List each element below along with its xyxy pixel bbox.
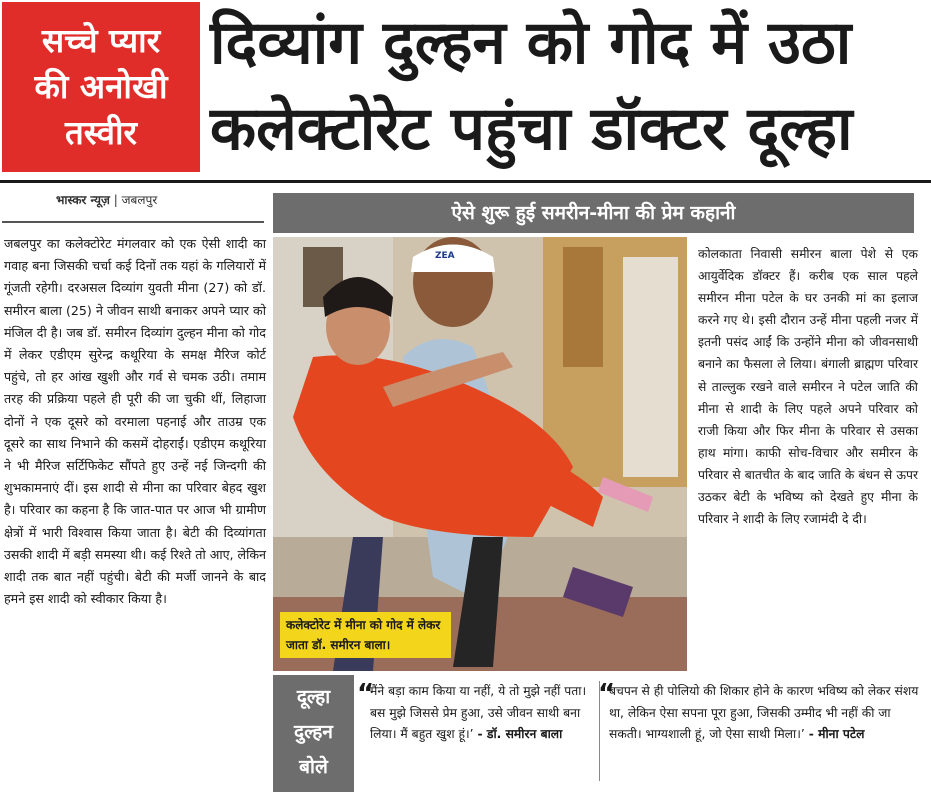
kicker-box	[2, 2, 200, 172]
groom-quote-author: - डॉ. समीरन बाला	[477, 727, 563, 741]
bride-quote	[609, 681, 927, 746]
cap-brand: ZEA	[435, 251, 455, 261]
headline-line-1: दिव्यांग दुल्हन को गोद में उठा	[210, 8, 852, 78]
groom-quote-text: मैंने बड़ा काम किया या नहीं, ये तो मुझे नहीं पता। बस मुझे जिससे प्रेम हुआ, उसे जीवन साथी बना लिया। मैं बहुत खुश हूं।’	[370, 684, 587, 741]
quote-bar	[273, 675, 931, 792]
kicker-line-1: सच्चे प्यार	[41, 21, 161, 60]
groom-quote	[370, 681, 598, 746]
byline	[56, 191, 266, 208]
byline-divider: |	[113, 193, 118, 207]
byline-source: भास्कर न्यूज़	[56, 193, 110, 207]
kicker-line-2: की अनोखी	[34, 67, 168, 106]
quote-label	[273, 675, 354, 792]
story-header: ऐसे शुरू हुई समरीन-मीना की प्रेम कहानी	[273, 193, 914, 233]
quote-mark-groom: “	[357, 679, 375, 709]
side-story: कोलकाता निवासी समीरन बाला पेशे से एक आयुर्वेदिक डॉक्टर हैं। करीब एक साल पहले समीरन मीना पटेल के घर उनकी मां का इलाज करने गए थे। इसी दौरान उन्हें मीना पहली नजर में इतनी पसंद आईं कि उन्होंने मीना को जीवनसाथी बनाने का फैसला ले लिया। बंगाली ब्राह्मण परिवार से ताल्लुक रखने वाले समीरन ने पटेल जाति की मीना से शादी के लिए पहले अपने परिवार को राजी किया और फिर मीना के परिवार से उसका हाथ मांगा। काफी सोच-विचार और समीरन के परिवार से बातचीत के बाद जाति के बंधन से ऊपर उठकर बेटी के भविष्य को देखते हुए मीना के परिवार ने शादी के लिए रजामंदी दे दी।	[698, 247, 918, 527]
bride-quote-author: - मीना पटेल	[808, 727, 865, 741]
article-body: जबलपुर का कलेक्टोरेट मंगलवार को एक ऐसी शादी का गवाह बना जिसकी चर्चा कई दिनों तक यहां के गलियारों में गूंजती रहेगी। दरअसल दिव्यांग युवती मीना (27) को डॉ. समीरन बाला (25) ने जीवन साथी बनाकर अपने प्यार को मंजिल दी है। जब डॉ. समीरन दिव्यांग दुल्हन मीना को गोद में लेकर एडीएम सुरेन्द्र कथूरिया के समक्ष मैरिज कोर्ट पहुंचे, तो हर आंख खुशी और गर्व से चमक उठी। तमाम तरह की प्रक्रिया पहले ही पूरी की जा चुकी थीं, लिहाजा दोनों ने एक दूसरे को वरमाला पहनाई और ताउम्र एक दूसरे का साथ निभाने की कसमें दोहराईं। एडीएम कथूरिया ने भी मैरिज सर्टिफिकेट सौंपते हुए उन्हें नई जिन्दगी की शुभकामनाएं दीं। इस शादी से मीना का परिवार बेहद खुश है। परिवार का कहना है कि जात-पात पर आज भी ग्रामीण क्षेत्रों में भारी विश्वास किया जाता है। बेटी की दिव्यांगता उसकी शादी में बड़ी समस्या थी। कई रिश्ते तो आए, लेकिन शादी तक बात नहीं पहुंची। बेटी की मर्जी जानने के बाद हमने इस शादी को स्वीकार किया है।	[4, 236, 267, 607]
photo-caption: कलेक्टोरेट में मीना को गोद में लेकर जाता डॉ. समीरन बाला।	[280, 612, 451, 658]
byline-divider-line	[2, 221, 264, 223]
quote-mark-bride: “	[598, 679, 616, 709]
quote-label-line-2: दुल्हन	[294, 721, 333, 743]
quote-label-line-3: बोले	[299, 756, 328, 778]
bride-quote-text: बचपन से ही पोलियो की शिकार होने के कारण भविष्य को लेकर संशय था, लेकिन ऐसा सपना पूरा हुआ, जिसकी उम्मीद भी नहीं की जा सकती। भाग्यशाली हूं, जो ऐसा साथी मिला।’	[609, 684, 919, 741]
headline-line-2: कलेक्टोरेट पहुंचा डॉक्टर दूल्हा	[210, 94, 853, 164]
kicker-line-3: तस्वीर	[64, 113, 138, 152]
headline	[210, 0, 928, 178]
top-divider	[0, 180, 931, 183]
quote-label-line-1: दूल्हा	[296, 686, 331, 708]
news-photo	[273, 237, 687, 671]
byline-city: जबलपुर	[121, 193, 158, 207]
